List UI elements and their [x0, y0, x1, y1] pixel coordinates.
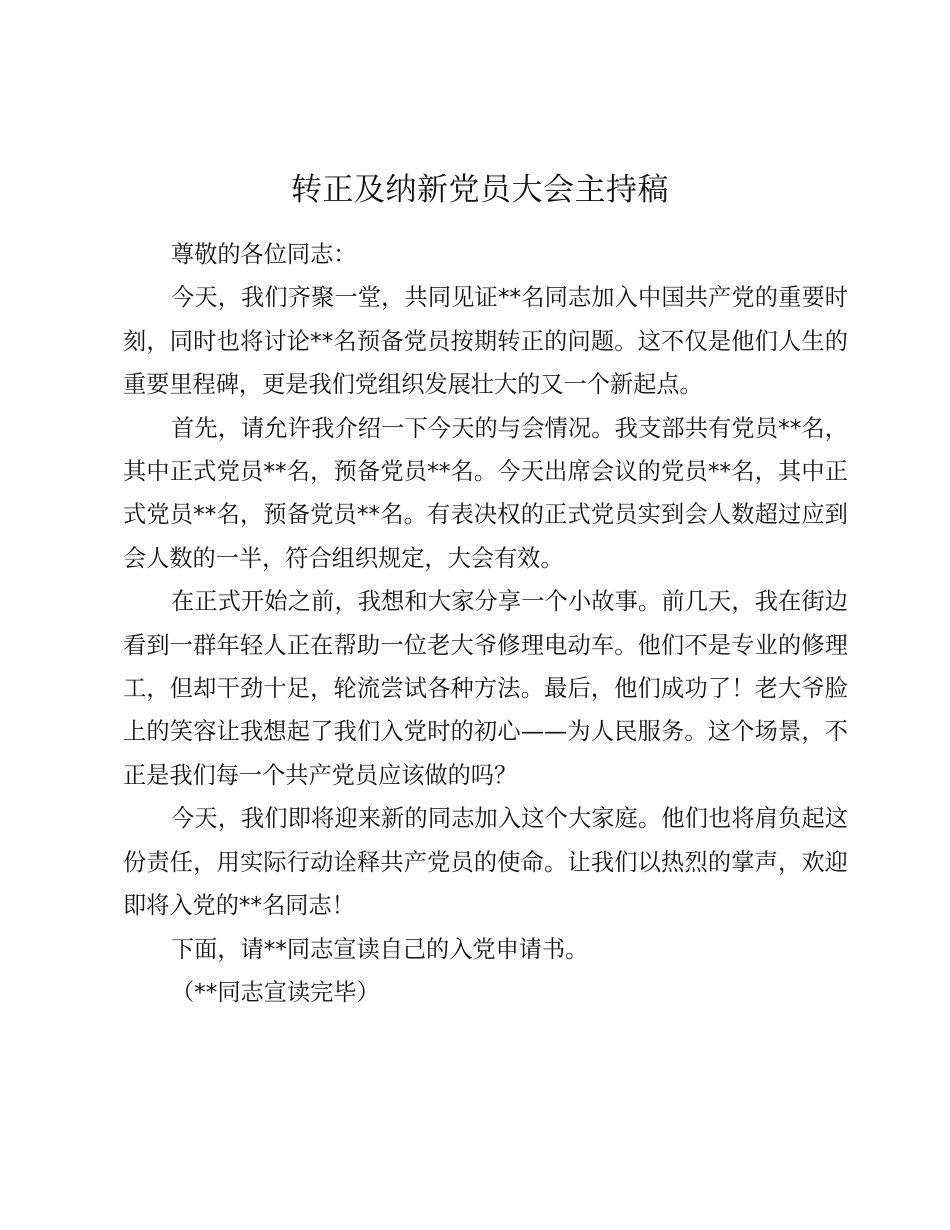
welcome-paragraph: 今天，我们即将迎来新的同志加入这个大家庭。他们也将肩负起这份责任，用实际行动诠释共产党员的使命。让我们以热烈的掌声，欢迎即将入党的**名同志！ [123, 805, 848, 920]
document-title: 转正及纳新党员大会主持稿 [291, 172, 669, 208]
story-paragraph: 在正式开始之前，我想和大家分享一个小故事。前几天，我在街边看到一群年轻人正在帮助一位老大爷修理电动车。他们不是专业的修理工，但却干劲十足，轮流尝试各种方法。最后，他们成功了！老大爷脸上的笑容让我想起了我们入党时的初心——为人民服务。这个场景，不正是我们每一个共产党员应该做的吗？ [123, 588, 848, 789]
salutation-paragraph: 尊敬的各位同志： [171, 241, 357, 268]
document-body [123, 233, 848, 1014]
instruction-paragraph: 下面，请**同志宣读自己的入党申请书。 [171, 935, 589, 963]
opening-paragraph: 今天，我们齐聚一堂，共同见证**名同志加入中国共产党的重要时刻，同时也将讨论**名预备党员按期转正的问题。这不仅是他们人生的重要里程碑，更是我们党组织发展壮大的又一个新起点。 [123, 284, 848, 399]
attendance-paragraph: 首先，请允许我介绍一下今天的与会情况。我支部共有党员**名，其中正式党员**名，预备党员**名。今天出席会议的党员**名，其中正式党员**名，预备党员**名。有表决权的正式党员实到会人数超过应到会人数的一半，符合组织规定，大会有效。 [123, 414, 848, 572]
stage-note-paragraph: （**同志宣读完毕） [171, 978, 380, 1006]
